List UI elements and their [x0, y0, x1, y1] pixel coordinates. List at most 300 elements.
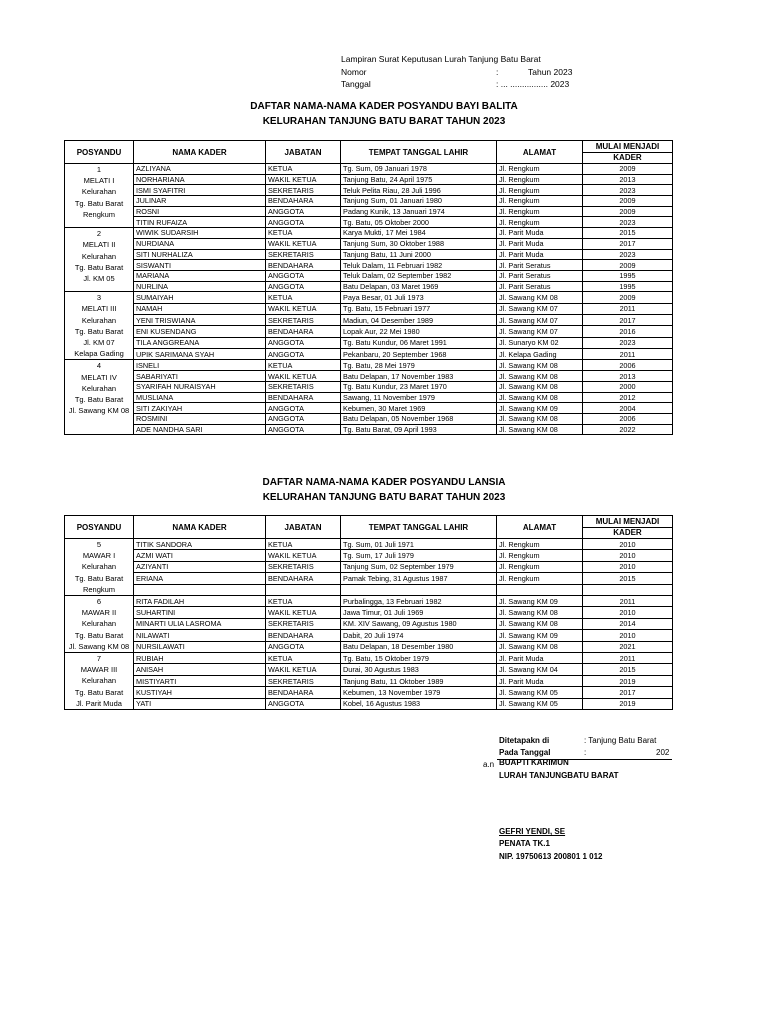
cell-jabatan: SEKRETARIS [266, 561, 341, 572]
cell-mulai-menjadi: 2017 [583, 314, 673, 325]
cell-mulai-menjadi: 2011 [583, 303, 673, 314]
official-nip: NIP. 19750613 200801 1 012 [499, 852, 603, 861]
cell-nama-kader: SYARIFAH NURAISYAH [134, 381, 266, 392]
cell-tempat-tanggal-lahir: Dabit, 20 Juli 1974 [341, 630, 497, 641]
cell-alamat: Jl. Sawang KM 05 [497, 687, 583, 698]
posyandu-cell [65, 164, 134, 228]
posyandu-line: 3 [96, 293, 102, 303]
cell-nama-kader: SUHARTINI [134, 607, 266, 618]
table-row [65, 360, 673, 371]
cell-alamat: Jl. Rengkum [497, 174, 583, 185]
cell-mulai-menjadi: 2010 [583, 630, 673, 641]
cell-alamat: Jl. Sawang KM 08 [497, 413, 583, 424]
cell-alamat: Jl. Sawang KM 05 [497, 698, 583, 709]
cell-tempat-tanggal-lahir: KM. XIV Sawang, 09 Agustus 1980 [341, 618, 497, 629]
cell-jabatan: ANGGOTA [266, 349, 341, 360]
cell-jabatan: BENDAHARA [266, 392, 341, 403]
cell-nama-kader: TITIK SANDORA [134, 539, 266, 550]
cell-alamat: Jl. Sawang KM 07 [497, 314, 583, 325]
cell-tempat-tanggal-lahir: Jawa Timur, 01 Juli 1969 [341, 607, 497, 618]
cell-alamat: Jl. Sawang KM 09 [497, 596, 583, 607]
cell-nama-kader: ERIANA [134, 573, 266, 584]
cell-alamat: Jl. Sunaryo KM 02 [497, 337, 583, 348]
cell-jabatan: ANGGOTA [266, 206, 341, 217]
cell-tempat-tanggal-lahir: Tanjung Sum, 01 Januari 1980 [341, 196, 497, 207]
cell-mulai-menjadi: 2013 [583, 371, 673, 382]
cell-tempat-tanggal-lahir: Batu Delapan, 05 November 1968 [341, 413, 497, 424]
cell-tempat-tanggal-lahir: Purbalingga, 13 Februari 1982 [341, 596, 497, 607]
col-alamat: ALAMAT [497, 141, 583, 164]
cell-nama-kader: ROSNI [134, 206, 266, 217]
cell-alamat: Jl. Sawang KM 04 [497, 664, 583, 675]
posyandu-line: MAWAR I [82, 551, 116, 561]
cell-alamat: Jl. Sawang KM 08 [497, 292, 583, 303]
posyandu-line: Tg. Batu Barat [74, 262, 124, 272]
cell-alamat [497, 584, 583, 595]
cell-mulai-menjadi: 2015 [583, 228, 673, 239]
lansia-title-2: KELURAHAN TANJUNG BATU BARAT TAHUN 2023 [262, 492, 506, 503]
cell-tempat-tanggal-lahir: Batu Delapan, 03 Maret 1969 [341, 281, 497, 292]
cell-nama-kader: ANISAH [134, 664, 266, 675]
cell-tempat-tanggal-lahir: Tg. Batu, 28 Mei 1979 [341, 360, 497, 371]
cell-nama-kader: NURLINA [134, 281, 266, 292]
table-row [65, 550, 673, 561]
cell-jabatan: BENDAHARA [266, 630, 341, 641]
posyandu-line: Kelapa Gading [74, 349, 124, 359]
cell-jabatan: SEKRETARIS [266, 618, 341, 629]
posyandu-line: MAWAR II [81, 608, 117, 618]
cell-jabatan: ANGGOTA [266, 698, 341, 709]
cell-alamat: Jl. Sawang KM 08 [497, 371, 583, 382]
col-mulai-menjadi: MULAI MENJADI [583, 141, 673, 153]
cell-jabatan: WAKIL KETUA [266, 238, 341, 249]
cell-tempat-tanggal-lahir: Tg. Batu Kundur, 06 Maret 1991 [341, 337, 497, 348]
cell-tempat-tanggal-lahir: Sawang, 11 November 1979 [341, 392, 497, 403]
balita-title-2: KELURAHAN TANJUNG BATU BARAT TAHUN 2023 [262, 116, 506, 127]
cell-nama-kader: AZMI WATI [134, 550, 266, 561]
an-label: a.n [483, 760, 495, 769]
cell-mulai-menjadi: 2016 [583, 326, 673, 337]
posyandu-line: Jl. Sawang KM 08 [68, 641, 130, 651]
cell-tempat-tanggal-lahir: Kobel, 16 Agustus 1983 [341, 698, 497, 709]
tanggal-label: Tanggal [341, 79, 371, 89]
tanggal-value: : ... ................ 2023 [496, 79, 570, 89]
cell-alamat: Jl. Sawang KM 08 [497, 607, 583, 618]
cell-tempat-tanggal-lahir: Teluk Dalam, 02 September 1982 [341, 270, 497, 281]
cell-jabatan: KETUA [266, 653, 341, 664]
cell-nama-kader: TITIN RUFAIZA [134, 217, 266, 228]
table-row [65, 174, 673, 185]
table-row [65, 371, 673, 382]
table-row [65, 326, 673, 337]
posyandu-line: 2 [96, 229, 102, 239]
balita-table [64, 140, 673, 435]
posyandu-line: Kelurahan [81, 315, 117, 325]
cell-tempat-tanggal-lahir: Tg. Batu, 15 Februari 1977 [341, 303, 497, 314]
table-row [65, 228, 673, 239]
posyandu-line: Jl. Sawang KM 08 [68, 406, 130, 416]
table-row [65, 314, 673, 325]
nomor-label: Nomor [341, 67, 367, 77]
cell-mulai-menjadi: 2011 [583, 349, 673, 360]
cell-jabatan: WAKIL KETUA [266, 371, 341, 382]
table-row [65, 217, 673, 228]
posyandu-cell [65, 539, 134, 596]
official-name: GEFRI YENDI, SE [499, 827, 566, 836]
nomor-value: Tahun 2023 [528, 67, 573, 77]
table-row [65, 596, 673, 607]
cell-nama-kader: ISNELI [134, 360, 266, 371]
cell-jabatan: ANGGOTA [266, 403, 341, 414]
cell-mulai-menjadi: 2009 [583, 196, 673, 207]
cell-tempat-tanggal-lahir: Madiun, 04 Desember 1989 [341, 314, 497, 325]
ditetapkan-label: Ditetapakn di [499, 736, 550, 745]
cell-jabatan: SEKRETARIS [266, 314, 341, 325]
cell-tempat-tanggal-lahir: Tg. Sum, 17 Juli 1979 [341, 550, 497, 561]
cell-mulai-menjadi: 2017 [583, 687, 673, 698]
col-nama-kader: NAMA KADER [134, 516, 266, 539]
cell-alamat: Jl. Parit Muda [497, 249, 583, 260]
cell-alamat: Jl. Rengkum [497, 185, 583, 196]
cell-alamat: Jl. Sawang KM 08 [497, 641, 583, 652]
posyandu-line: 7 [96, 654, 102, 664]
posyandu-line: 1 [96, 165, 102, 174]
cell-nama-kader [134, 584, 266, 595]
cell-mulai-menjadi: 2009 [583, 260, 673, 271]
attachment-title: Lampiran Surat Keputusan Lurah Tanjung Batu Barat [341, 54, 541, 64]
cell-nama-kader: MINARTI ULIA LASROMA [134, 618, 266, 629]
cell-tempat-tanggal-lahir: Tg. Batu, 05 Oktober 2000 [341, 217, 497, 228]
cell-alamat: Jl. Sawang KM 07 [497, 326, 583, 337]
posyandu-line: Kelurahan [81, 562, 117, 572]
table-row [65, 687, 673, 698]
table-row [65, 249, 673, 260]
cell-alamat: Jl. Parit Muda [497, 653, 583, 664]
posyandu-line: Tg. Batu Barat [74, 198, 124, 208]
cell-mulai-menjadi: 2011 [583, 596, 673, 607]
cell-jabatan: ANGGOTA [266, 270, 341, 281]
cell-nama-kader: AZIYANTI [134, 561, 266, 572]
cell-mulai-menjadi: 2000 [583, 381, 673, 392]
cell-mulai-menjadi: 2009 [583, 206, 673, 217]
cell-jabatan: ANGGOTA [266, 424, 341, 435]
cell-mulai-menjadi: 2023 [583, 249, 673, 260]
cell-jabatan: BENDAHARA [266, 326, 341, 337]
cell-mulai-menjadi: 2006 [583, 413, 673, 424]
cell-nama-kader: KUSTIYAH [134, 687, 266, 698]
cell-alamat: Jl. Rengkum [497, 206, 583, 217]
cell-mulai-menjadi: 2023 [583, 217, 673, 228]
table-row [65, 573, 673, 584]
cell-mulai-menjadi: 2019 [583, 675, 673, 686]
cell-jabatan: ANGGOTA [266, 281, 341, 292]
cell-tempat-tanggal-lahir: Padang Kunik, 13 Januari 1974 [341, 206, 497, 217]
cell-nama-kader: NURSILAWATI [134, 641, 266, 652]
table-row [65, 403, 673, 414]
cell-mulai-menjadi: 2009 [583, 292, 673, 303]
cell-alamat: Jl. Sawang KM 08 [497, 392, 583, 403]
cell-alamat: Jl. Parit Seratus [497, 281, 583, 292]
official-rank: PENATA TK.1 [499, 839, 550, 848]
cell-alamat: Jl. Sawang KM 08 [497, 424, 583, 435]
posyandu-line: MELATI III [81, 304, 117, 314]
cell-tempat-tanggal-lahir: Teluk Pelita Riau, 28 Juli 1996 [341, 185, 497, 196]
cell-nama-kader: NAMAH [134, 303, 266, 314]
posyandu-cell [65, 228, 134, 292]
table-row [65, 653, 673, 664]
posyandu-cell [65, 292, 134, 360]
cell-jabatan: KETUA [266, 539, 341, 550]
table-row [65, 292, 673, 303]
posyandu-line: Tg. Batu Barat [74, 326, 124, 336]
table-row [65, 164, 673, 175]
cell-jabatan: WAKIL KETUA [266, 303, 341, 314]
col-alamat: ALAMAT [497, 516, 583, 539]
nomor-colon: : [496, 67, 499, 77]
cell-nama-kader: ROSMINI [134, 413, 266, 424]
posyandu-line: Jl. KM 05 [83, 273, 115, 283]
cell-nama-kader: UPIK SARIMANA SYAH [134, 349, 266, 360]
table-row [65, 561, 673, 572]
cell-jabatan: WAKIL KETUA [266, 607, 341, 618]
cell-mulai-menjadi: 2010 [583, 607, 673, 618]
cell-mulai-menjadi: 2009 [583, 164, 673, 175]
tanggal-label: Pada Tanggal [499, 748, 551, 757]
table-row [65, 185, 673, 196]
cell-nama-kader: NURDIANA [134, 238, 266, 249]
posyandu-line: Tg. Batu Barat [74, 687, 124, 697]
cell-jabatan: BENDAHARA [266, 687, 341, 698]
table-row [65, 260, 673, 271]
cell-mulai-menjadi: 2010 [583, 561, 673, 572]
cell-alamat: Jl. Sawang KM 09 [497, 403, 583, 414]
posyandu-line: MELATI I [83, 176, 115, 186]
cell-nama-kader: AZLIYANA [134, 164, 266, 175]
table-row [65, 618, 673, 629]
cell-tempat-tanggal-lahir: Tanjung Sum, 30 Oktober 1988 [341, 238, 497, 249]
cell-jabatan [266, 584, 341, 595]
posyandu-line: Jl. Parit Muda [76, 698, 122, 708]
cell-nama-kader: TILA ANGGREANA [134, 337, 266, 348]
cell-mulai-menjadi: 2017 [583, 238, 673, 249]
posyandu-line: Tg. Batu Barat [74, 630, 124, 640]
cell-nama-kader: SITI NURHALIZA [134, 249, 266, 260]
cell-tempat-tanggal-lahir: Tanjung Batu, 11 Juni 2000 [341, 249, 497, 260]
cell-tempat-tanggal-lahir: Batu Delapan, 17 November 1983 [341, 371, 497, 382]
cell-nama-kader: WIWIK SUDARSIH [134, 228, 266, 239]
col-tempat-tanggal-lahir: TEMPAT TANGGAL LAHIR [341, 141, 497, 164]
cell-mulai-menjadi: 2023 [583, 185, 673, 196]
cell-nama-kader: SISWANTI [134, 260, 266, 271]
col-jabatan: JABATAN [266, 141, 341, 164]
cell-alamat: Jl. Sawang KM 08 [497, 360, 583, 371]
posyandu-cell [65, 360, 134, 435]
cell-nama-kader: MARIANA [134, 270, 266, 281]
cell-jabatan: WAKIL KETUA [266, 664, 341, 675]
table-row [65, 698, 673, 709]
tanggal-colon: : [584, 748, 587, 757]
posyandu-line: 6 [96, 597, 102, 607]
cell-alamat: Jl. Sawang KM 08 [497, 381, 583, 392]
cell-nama-kader: YENI TRISWIANA [134, 314, 266, 325]
cell-jabatan: WAKIL KETUA [266, 550, 341, 561]
cell-jabatan: BENDAHARA [266, 573, 341, 584]
cell-mulai-menjadi: 1995 [583, 281, 673, 292]
cell-alamat: Jl. Sawang KM 09 [497, 630, 583, 641]
posyandu-cell [65, 653, 134, 710]
cell-tempat-tanggal-lahir: Tanjung Batu, 24 April 1975 [341, 174, 497, 185]
cell-jabatan: BENDAHARA [266, 260, 341, 271]
cell-tempat-tanggal-lahir: Tg. Sum, 09 Januari 1978 [341, 164, 497, 175]
cell-jabatan: KETUA [266, 164, 341, 175]
cell-nama-kader: SABARIYATI [134, 371, 266, 382]
table-row [65, 270, 673, 281]
table-row [65, 607, 673, 618]
cell-alamat: Jl. Parit Muda [497, 228, 583, 239]
table-row [65, 281, 673, 292]
cell-jabatan: KETUA [266, 292, 341, 303]
cell-alamat: Jl. Rengkum [497, 550, 583, 561]
posyandu-line: Rengkum [82, 584, 116, 594]
cell-alamat: Jl. Kelapa Gading [497, 349, 583, 360]
cell-nama-kader: ADE NANDHA SARI [134, 424, 266, 435]
table-row [65, 196, 673, 207]
col-kader: KADER [583, 527, 673, 539]
table-row [65, 413, 673, 424]
official-title-1: BUAPTI KARIMUN [499, 758, 569, 767]
cell-tempat-tanggal-lahir: Tanjung Sum, 02 September 1979 [341, 561, 497, 572]
cell-jabatan: SEKRETARIS [266, 249, 341, 260]
cell-tempat-tanggal-lahir: Pekanbaru, 20 September 1968 [341, 349, 497, 360]
col-kader: KADER [583, 152, 673, 164]
table-row [65, 584, 673, 595]
col-posyandu: POSYANDU [65, 516, 134, 539]
posyandu-line: Rengkum [82, 209, 116, 219]
balita-table-body [65, 164, 673, 435]
cell-mulai-menjadi: 2015 [583, 664, 673, 675]
cell-alamat: Jl. Parit Seratus [497, 260, 583, 271]
cell-tempat-tanggal-lahir: Batu Delapan, 18 Desember 1980 [341, 641, 497, 652]
table-row [65, 206, 673, 217]
cell-nama-kader: MISTIYARTI [134, 675, 266, 686]
cell-tempat-tanggal-lahir: Lopak Aur, 22 Mei 1980 [341, 326, 497, 337]
cell-mulai-menjadi: 2012 [583, 392, 673, 403]
cell-nama-kader: NORHARIANA [134, 174, 266, 185]
cell-mulai-menjadi: 2006 [583, 360, 673, 371]
cell-mulai-menjadi: 1995 [583, 270, 673, 281]
cell-alamat: Jl. Sawang KM 08 [497, 618, 583, 629]
cell-jabatan: ANGGOTA [266, 413, 341, 424]
cell-alamat: Jl. Parit Seratus [497, 270, 583, 281]
ditetapkan-value: : Tanjung Batu Barat [584, 736, 657, 745]
cell-nama-kader: MUSLIANA [134, 392, 266, 403]
cell-jabatan: ANGGOTA [266, 217, 341, 228]
cell-nama-kader: RITA FADILAH [134, 596, 266, 607]
table-row [65, 675, 673, 686]
col-jabatan: JABATAN [266, 516, 341, 539]
cell-mulai-menjadi: 2021 [583, 641, 673, 652]
cell-alamat: Jl. Rengkum [497, 561, 583, 572]
lansia-table [64, 515, 673, 710]
posyandu-line: Kelurahan [81, 187, 117, 197]
cell-mulai-menjadi: 2010 [583, 550, 673, 561]
cell-tempat-tanggal-lahir: Paya Besar, 01 Juli 1973 [341, 292, 497, 303]
table-row [65, 381, 673, 392]
posyandu-line: MAWAR III [80, 665, 118, 675]
lansia-table-body [65, 539, 673, 710]
cell-mulai-menjadi: 2011 [583, 653, 673, 664]
cell-alamat: Jl. Sawang KM 07 [497, 303, 583, 314]
posyandu-line: Kelurahan [81, 676, 117, 686]
cell-alamat: Jl. Rengkum [497, 573, 583, 584]
cell-alamat: Jl. Parit Muda [497, 238, 583, 249]
posyandu-line: 4 [96, 361, 102, 371]
cell-mulai-menjadi: 2013 [583, 174, 673, 185]
table-row [65, 337, 673, 348]
table-row [65, 238, 673, 249]
cell-mulai-menjadi: 2015 [583, 573, 673, 584]
posyandu-line: MELATI II [82, 240, 116, 250]
cell-jabatan: SEKRETARIS [266, 675, 341, 686]
cell-nama-kader: JULINAR [134, 196, 266, 207]
cell-nama-kader: SUMAIYAH [134, 292, 266, 303]
cell-tempat-tanggal-lahir: Karya Mukti, 17 Mei 1984 [341, 228, 497, 239]
cell-nama-kader: YATI [134, 698, 266, 709]
table-row [65, 641, 673, 652]
cell-mulai-menjadi: 2023 [583, 337, 673, 348]
posyandu-line: Kelurahan [81, 383, 117, 393]
cell-nama-kader: RUBIAH [134, 653, 266, 664]
table-row [65, 664, 673, 675]
table-row [65, 349, 673, 360]
cell-jabatan: BENDAHARA [266, 196, 341, 207]
cell-jabatan: KETUA [266, 228, 341, 239]
cell-mulai-menjadi: 2022 [583, 424, 673, 435]
cell-tempat-tanggal-lahir: Teluk Dalam, 11 Februari 1982 [341, 260, 497, 271]
cell-tempat-tanggal-lahir: Tanjung Batu, 11 Oktober 1989 [341, 675, 497, 686]
cell-tempat-tanggal-lahir: Tg. Batu, 15 Oktober 1979 [341, 653, 497, 664]
lansia-title-1: DAFTAR NAMA-NAMA KADER POSYANDU LANSIA [262, 477, 506, 488]
col-posyandu: POSYANDU [65, 141, 134, 164]
cell-mulai-menjadi [583, 584, 673, 595]
cell-jabatan: KETUA [266, 360, 341, 371]
table-row [65, 303, 673, 314]
table-row [65, 539, 673, 550]
cell-nama-kader: SITI ZAKIYAH [134, 403, 266, 414]
cell-tempat-tanggal-lahir: Pamak Tebing, 31 Agustus 1987 [341, 573, 497, 584]
posyandu-line: 5 [96, 540, 102, 549]
cell-nama-kader: ENI KUSENDANG [134, 326, 266, 337]
cell-tempat-tanggal-lahir [341, 584, 497, 595]
cell-alamat: Jl. Parit Muda [497, 675, 583, 686]
col-tempat-tanggal-lahir: TEMPAT TANGGAL LAHIR [341, 516, 497, 539]
col-nama-kader: NAMA KADER [134, 141, 266, 164]
col-mulai-menjadi: MULAI MENJADI [583, 516, 673, 528]
posyandu-line: Kelurahan [81, 251, 117, 261]
cell-alamat: Jl. Rengkum [497, 539, 583, 550]
official-title-2: LURAH TANJUNGBATU BARAT [499, 771, 619, 780]
cell-tempat-tanggal-lahir: Tg. Batu Kundur, 23 Maret 1970 [341, 381, 497, 392]
cell-mulai-menjadi: 2010 [583, 539, 673, 550]
cell-alamat: Jl. Rengkum [497, 217, 583, 228]
cell-tempat-tanggal-lahir: Tg. Sum, 01 Juli 1971 [341, 539, 497, 550]
cell-tempat-tanggal-lahir: Durai, 30 Agustus 1983 [341, 664, 497, 675]
cell-jabatan: KETUA [266, 596, 341, 607]
posyandu-line: Jl. KM 07 [83, 338, 115, 348]
tanggal-value: 202 [656, 748, 670, 757]
table-row [65, 392, 673, 403]
cell-mulai-menjadi: 2019 [583, 698, 673, 709]
